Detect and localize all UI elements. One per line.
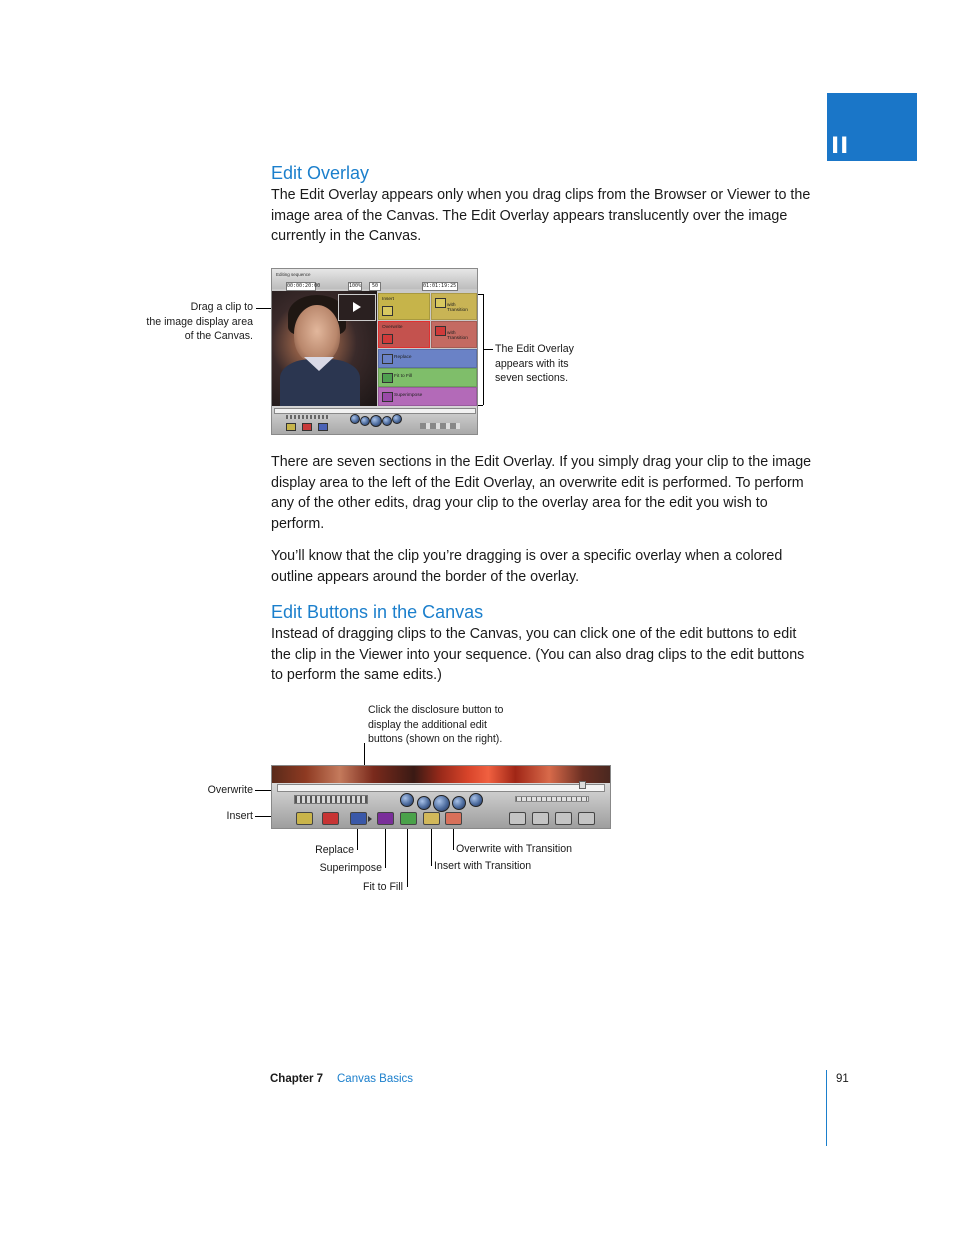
overlay-label: Replace: [394, 355, 412, 360]
callout-line: of the Canvas.: [184, 330, 253, 342]
superimpose-icon: [382, 392, 393, 402]
overlay-label: with Transition: [447, 303, 468, 313]
drag-clip-callout: [120, 300, 253, 344]
part-tab: [827, 93, 917, 161]
canvas-edit-overlay-screenshot: [271, 268, 478, 435]
previous-edit-button[interactable]: [350, 414, 360, 424]
overwrite-button-small[interactable]: [302, 423, 312, 431]
disclosure-callout: [368, 703, 538, 747]
callout-line: seven sections.: [495, 372, 569, 384]
play-button[interactable]: [433, 795, 450, 812]
bracket-tick: [483, 349, 493, 350]
overlay-label: with Transition: [447, 331, 468, 341]
play-around-button[interactable]: [382, 416, 392, 426]
fit-to-fill-button[interactable]: [400, 812, 417, 825]
previous-edit-button[interactable]: [400, 793, 414, 807]
dragged-clip-thumbnail: [338, 294, 376, 321]
replace-button[interactable]: [350, 812, 367, 825]
play-button[interactable]: [370, 415, 382, 427]
overlay-sections-callout: [495, 342, 615, 386]
play-in-out-button[interactable]: [417, 796, 431, 810]
sequence-tab[interactable]: Editing sequence: [276, 272, 311, 277]
overwrite-button[interactable]: [322, 812, 339, 825]
shuttle-control[interactable]: [286, 415, 330, 419]
callout-line: display the additional edit: [368, 718, 487, 731]
callout-line: Click the disclosure button to: [368, 704, 504, 716]
mark-out-button[interactable]: [578, 812, 595, 825]
callout-line: appears with its: [495, 357, 569, 370]
overwrite-label: Overwrite: [207, 784, 253, 796]
edit-buttons-heading: Edit Buttons in the Canvas: [271, 602, 484, 622]
canvas-image-strip: [272, 766, 610, 783]
next-edit-button[interactable]: [392, 414, 402, 424]
superimpose-label: Superimpose: [319, 862, 382, 874]
edit-buttons-intro: Instead of dragging clips to the Canvas, you can click one of the edit buttons to edit the clip in the Viewer into your sequence. (You can also drag clips to the edit buttons to perform the same edits.): [271, 626, 805, 683]
edit-overlay-heading: Edit Overlay: [271, 163, 370, 183]
overlay-overwrite-with-transition[interactable]: [431, 321, 477, 348]
replace-label: Replace: [315, 844, 354, 856]
canvas-title-bar: [272, 269, 477, 289]
canvas-edit-buttons-screenshot: [271, 765, 611, 829]
scrubber-bar[interactable]: [274, 408, 476, 414]
insert-button-small[interactable]: [286, 423, 296, 431]
timecode-duration[interactable]: 00:00:20:00: [287, 283, 321, 289]
overwrite-with-transition-button[interactable]: [445, 812, 462, 825]
scrubber-bar[interactable]: [277, 784, 605, 792]
replace-button-small[interactable]: [318, 423, 328, 431]
next-edit-button[interactable]: [469, 793, 483, 807]
overlay-fit-to-fill[interactable]: [378, 368, 477, 387]
play-icon: [353, 302, 361, 312]
part-label: II: [831, 134, 850, 159]
mark-clip-button[interactable]: [509, 812, 526, 825]
insert-button[interactable]: [296, 812, 313, 825]
fit-to-fill-icon: [382, 373, 393, 383]
canvas-button-bar: [272, 783, 610, 828]
play-in-out-button[interactable]: [360, 416, 370, 426]
insert-with-transition-label: Insert with Transition: [434, 860, 532, 872]
footer-chapter-title[interactable]: Canvas Basics: [337, 1073, 414, 1085]
overlay-insert-with-transition[interactable]: [431, 293, 477, 320]
overlay-label: Insert: [382, 297, 394, 302]
overlay-insert[interactable]: [378, 293, 430, 320]
play-around-button[interactable]: [452, 796, 466, 810]
shuttle-control[interactable]: [294, 795, 368, 804]
footer-chapter: Chapter 7: [270, 1073, 324, 1085]
playhead[interactable]: [579, 781, 586, 789]
overwrite-with-transition-icon: [435, 326, 446, 336]
face-shape: [294, 305, 340, 363]
fit-to-fill-label: Fit to Fill: [362, 881, 403, 893]
edit-overlay-sections-paragraph: There are seven sections in the Edit Overlay. If you simply drag your clip to the image display area to the left of the Edit Overlay, an overwrite edit is performed. To perform any of the other edits, drag your clip to the overlay area for the edit you wish to perform.: [271, 454, 812, 532]
canvas-transport-controls: [272, 406, 477, 434]
disclosure-button[interactable]: [368, 816, 372, 822]
overwrite-icon: [382, 334, 393, 344]
zoom-popup[interactable]: 100%: [349, 283, 362, 289]
mark-in-button[interactable]: [555, 812, 572, 825]
replace-icon: [382, 354, 393, 364]
insert-icon: [382, 306, 393, 316]
insert-with-transition-button[interactable]: [423, 812, 440, 825]
page-number: 91: [836, 1073, 849, 1085]
overlay-label: Fit to Fill: [394, 374, 413, 379]
insert-with-transition-icon: [435, 298, 446, 308]
edit-overlay-intro: The Edit Overlay appears only when you drag clips from the Browser or Viewer to the image area of the Canvas. The Edit Overlay appears translucently over the image currently in the Canvas.: [271, 187, 811, 244]
add-marker-button[interactable]: [532, 812, 549, 825]
jog-control[interactable]: [515, 796, 589, 802]
overlay-replace[interactable]: [378, 349, 477, 368]
overlay-label: Superimpose: [394, 393, 423, 398]
overlay-label: Overwrite: [382, 325, 403, 330]
callout-line: the image display area: [146, 315, 253, 328]
callout-line: buttons (shown on the right).: [368, 733, 503, 745]
colored-outline-paragraph: You’ll know that the clip you’re dragging is over a specific overlay when a colored outline appears around the border of the overlay.: [271, 548, 783, 585]
callout-line: Drag a clip to: [190, 301, 253, 313]
mark-buttons[interactable]: [420, 423, 460, 429]
view-popup[interactable]: 50: [369, 282, 381, 291]
canvas-image-area[interactable]: [272, 291, 377, 406]
footer-divider: [826, 1070, 827, 1146]
callout-line: The Edit Overlay: [495, 343, 574, 355]
insert-label: Insert: [226, 810, 253, 822]
overwrite-with-transition-label: Overwrite with Transition: [456, 843, 572, 855]
leader-line: [407, 822, 408, 887]
overlay-superimpose[interactable]: [378, 387, 477, 406]
overlay-overwrite[interactable]: [378, 321, 430, 348]
timecode-current[interactable]: 01:01:19:25: [423, 283, 457, 289]
superimpose-button[interactable]: [377, 812, 394, 825]
